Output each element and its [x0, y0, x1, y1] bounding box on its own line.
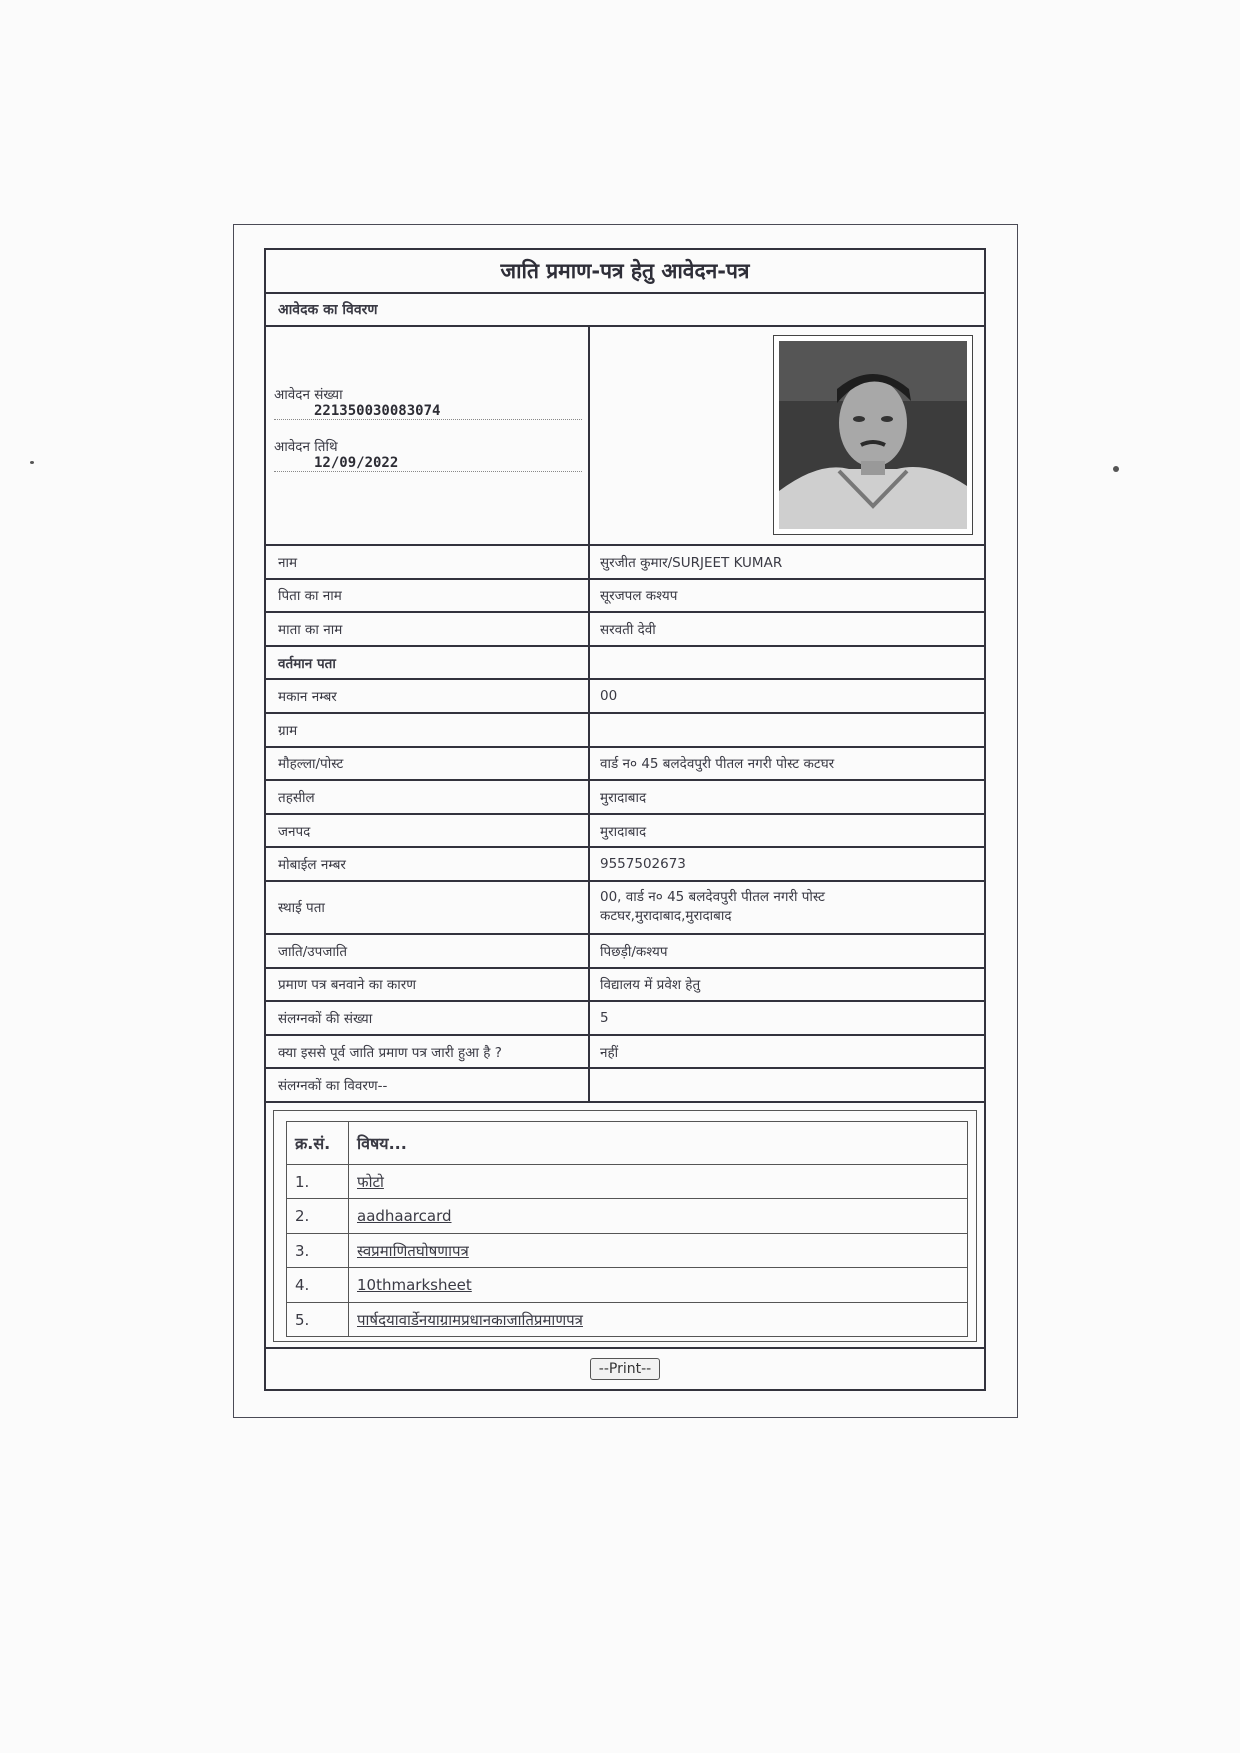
district-label: जनपद	[266, 815, 590, 847]
row-mother-name	[266, 613, 984, 647]
application-info	[266, 327, 590, 544]
attachment-row	[287, 1199, 967, 1234]
mobile-value: 9557502673	[600, 856, 686, 873]
attachment-link-self-declaration[interactable]: स्वप्रमाणितघोषणापत्र	[357, 1241, 469, 1260]
house-number-value: 00	[600, 688, 618, 705]
permanent-address-line2: कटघर,मुरादाबाद,मुरादाबाद	[600, 908, 732, 925]
photo-cell	[590, 327, 984, 544]
application-date-block	[274, 437, 582, 472]
attachment-link-aadhaar[interactable]: aadhaarcard	[357, 1207, 452, 1226]
scan-speck	[30, 461, 34, 464]
previous-certificate-label: क्या इससे पूर्व जाति प्रमाण पत्र जारी हुआ है ?	[266, 1036, 590, 1068]
photo-row	[266, 327, 984, 546]
attachments-header	[287, 1122, 967, 1165]
row-name	[266, 546, 984, 580]
row-permanent-address	[266, 882, 984, 935]
permanent-address-line1: 00, वार्ड न० 45 बलदेवपुरी पीतल नगरी पोस्ट	[600, 889, 825, 906]
scan-speck	[1113, 466, 1119, 472]
attachment-details-value	[590, 1069, 984, 1101]
name-label: नाम	[266, 546, 590, 578]
attachment-count-value: 5	[600, 1009, 609, 1026]
tehsil-value: मुरादाबाद	[600, 789, 647, 806]
row-house-number	[266, 680, 984, 714]
current-address-label: वर्तमान पता	[266, 647, 590, 679]
attachments-box	[273, 1110, 977, 1342]
header-serial: क्र.सं.	[287, 1122, 349, 1164]
caste-label: जाति/उपजाति	[266, 935, 590, 967]
father-name-label: पिता का नाम	[266, 580, 590, 612]
row-attachment-details	[266, 1069, 984, 1103]
row-caste	[266, 935, 984, 969]
applicant-section-label: आवेदक का विवरण	[278, 302, 378, 318]
row-tehsil	[266, 781, 984, 815]
row-mobile	[266, 848, 984, 882]
village-label: ग्राम	[266, 714, 590, 746]
row-district	[266, 815, 984, 849]
current-address-value	[590, 647, 984, 679]
attachment-row	[287, 1165, 967, 1200]
attachment-serial: 5.	[287, 1303, 349, 1337]
applicant-photo	[773, 335, 973, 535]
attachment-count-label: संलग्नकों की संख्या	[266, 1002, 590, 1034]
tehsil-label: तहसील	[266, 781, 590, 813]
print-row	[266, 1349, 984, 1389]
row-attachment-count	[266, 1002, 984, 1036]
house-number-label: मकान नम्बर	[266, 680, 590, 712]
attachment-details-label: संलग्नकों का विवरण--	[266, 1069, 590, 1101]
attachment-row	[287, 1234, 967, 1269]
applicant-photo-image	[779, 341, 967, 529]
attachments-row	[266, 1103, 984, 1349]
mobile-label: मोबाईल नम्बर	[266, 848, 590, 880]
form-title: जाति प्रमाण-पत्र हेतु आवेदन-पत्र	[500, 259, 750, 283]
attachment-serial: 4.	[287, 1268, 349, 1302]
row-father-name	[266, 580, 984, 614]
name-value: सुरजीत कुमार/SURJEET KUMAR	[600, 554, 783, 571]
header-subject: विषय...	[357, 1133, 407, 1153]
attachment-serial: 3.	[287, 1234, 349, 1268]
attachment-row	[287, 1268, 967, 1303]
mother-name-value: सरवती देवी	[600, 621, 656, 638]
village-value	[590, 714, 984, 746]
application-number-block	[274, 385, 582, 420]
attachment-serial: 2.	[287, 1199, 349, 1233]
father-name-value: सूरजपल कश्यप	[600, 588, 678, 605]
row-village	[266, 714, 984, 748]
row-reason	[266, 969, 984, 1003]
row-current-address	[266, 647, 984, 681]
applicant-section-row	[266, 294, 984, 327]
previous-certificate-value: नहीं	[600, 1044, 619, 1061]
application-number: 221350030083074	[314, 403, 441, 419]
row-previous-certificate	[266, 1036, 984, 1070]
caste-value: पिछड़ी/कश्यप	[600, 943, 668, 960]
reason-value: विद्यालय में प्रवेश हेतु	[600, 977, 701, 994]
attachment-link-caste-certificate[interactable]: पार्षदयावार्डेनयाग्रामप्रधानकाजातिप्रमाणपत्र	[357, 1310, 583, 1329]
mother-name-label: माता का नाम	[266, 613, 590, 645]
locality-post-value: वार्ड न० 45 बलदेवपुरी पीतल नगरी पोस्ट कटघर	[600, 756, 835, 773]
permanent-address-value	[590, 882, 984, 933]
application-date: 12/09/2022	[314, 455, 399, 471]
attachments-table	[286, 1121, 968, 1338]
print-button[interactable]: --Print--	[590, 1358, 660, 1380]
application-form	[264, 248, 986, 1391]
attachment-row	[287, 1303, 967, 1337]
reason-label: प्रमाण पत्र बनवाने का कारण	[266, 969, 590, 1001]
row-locality-post	[266, 748, 984, 782]
attachment-link-photo[interactable]: फोटो	[357, 1172, 384, 1191]
form-title-row	[266, 250, 984, 294]
locality-post-label: मौहल्ला/पोस्ट	[266, 748, 590, 780]
attachment-link-marksheet[interactable]: 10thmarksheet	[357, 1276, 472, 1295]
attachment-serial: 1.	[287, 1165, 349, 1199]
application-date-label: आवेदन तिथि	[274, 439, 338, 455]
application-number-label: आवेदन संख्या	[274, 387, 343, 403]
permanent-address-label: स्थाई पता	[266, 882, 590, 933]
district-value: मुरादाबाद	[600, 823, 647, 840]
